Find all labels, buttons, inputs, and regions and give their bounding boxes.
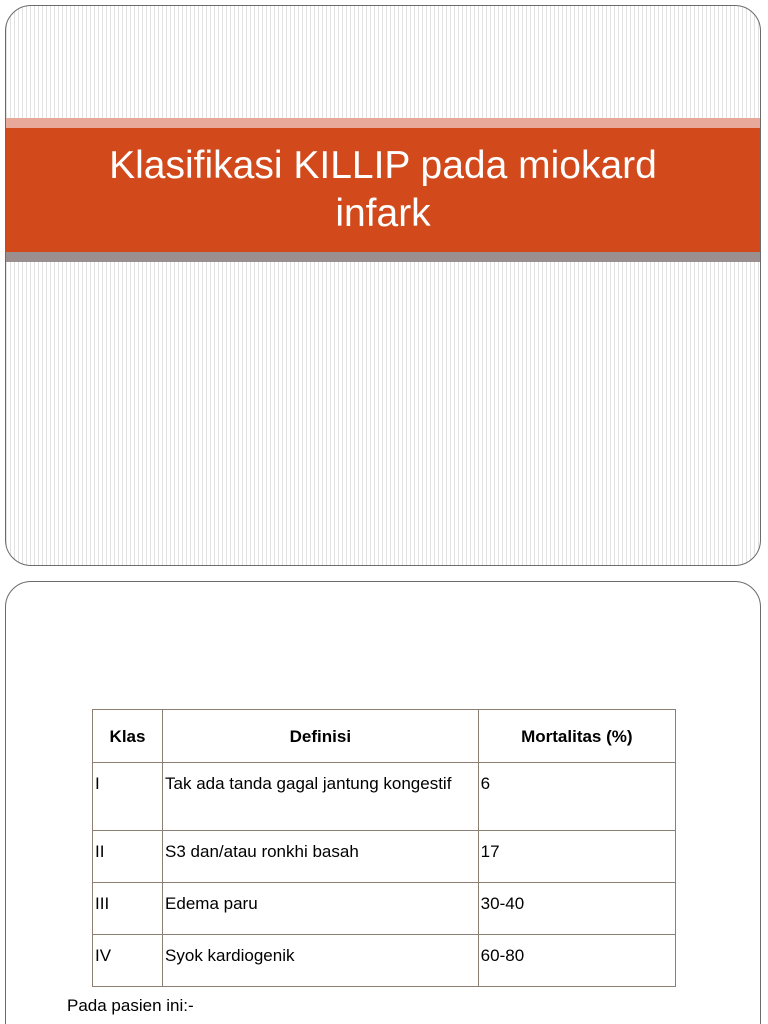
slide-title: Klasifikasi KILLIP pada miokard infark [109,144,657,235]
table-slide [5,581,761,1024]
title-band-bottom-stripe [6,252,760,262]
header-definisi: Definisi [163,710,479,763]
table-row [93,883,676,935]
cell-mortalitas: 6 [478,763,675,831]
killip-table [92,709,676,987]
cell-mortalitas: 60-80 [478,935,675,987]
cell-definisi: Syok kardiogenik [163,935,479,987]
title-band-top-stripe [6,118,760,128]
table-row [93,935,676,987]
header-klas: Klas [93,710,163,763]
cell-mortalitas: 17 [478,831,675,883]
table-row [93,831,676,883]
cell-mortalitas: 30-40 [478,883,675,935]
cell-klas: I [93,763,163,831]
cell-definisi: S3 dan/atau ronkhi basah [163,831,479,883]
note-text: Pada pasien ini:- [67,996,194,1015]
cell-klas: IV [93,935,163,987]
cell-definisi: Edema paru [163,883,479,935]
table-row [93,763,676,831]
header-mortalitas: Mortalitas (%) [478,710,675,763]
cell-klas: II [93,831,163,883]
table-header-row [93,710,676,763]
cell-definisi: Tak ada tanda gagal jantung kongestif [163,763,479,831]
title-slide [5,5,761,566]
cell-klas: III [93,883,163,935]
title-band [6,128,760,252]
